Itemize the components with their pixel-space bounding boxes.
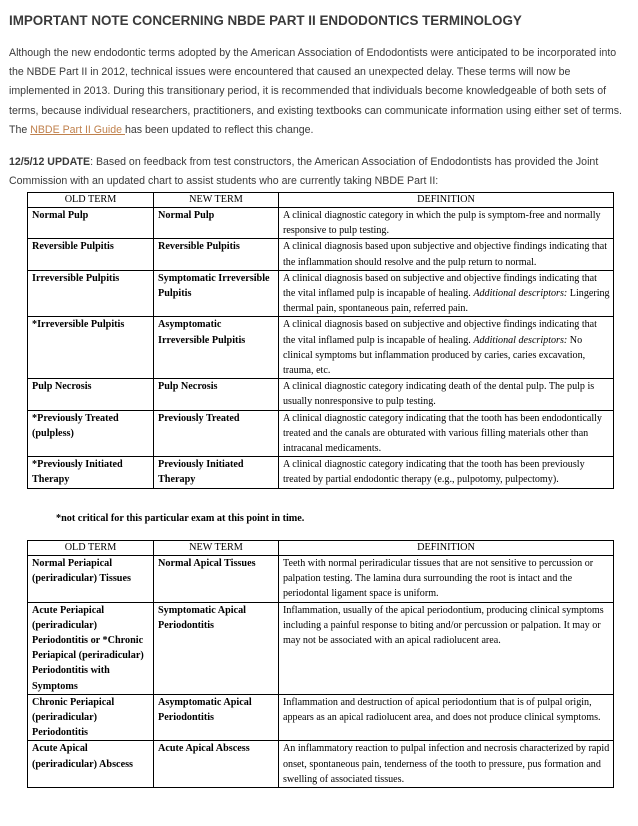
old-term-cell: Chronic Periapical (periradicular) Periodontitis xyxy=(28,694,154,741)
definition-cell xyxy=(279,741,614,788)
old-term-cell: Reversible Pulpitis xyxy=(28,239,154,270)
header-definition: DEFINITION xyxy=(279,541,614,556)
new-term-cell: Symptomatic Irreversible Pulpitis xyxy=(154,270,279,317)
footnote: *not critical for this particular exam at this point in time. xyxy=(56,513,305,524)
definition-cell xyxy=(279,270,614,317)
intro-text: Although the new endodontic terms adopted by the American Association of Endodontists were anticipated to be incorporated into the NBDE Part II in 2012, technical issues were encountered that caused an unexpected delay. These terms will now be implemented in 2013. During this transitionary period, it is recommended that individuals become knowledgeable of both sets of terms, because individual researchers, practitioners, and existing textbooks can communicate information using either set of terms. The xyxy=(9,47,622,136)
table-row xyxy=(28,602,614,694)
intro-text-end: has been updated to reflect this change. xyxy=(125,123,314,136)
new-term-cell: Acute Apical Abscess xyxy=(154,741,279,788)
definition-text: Inflammation, usually of the apical periodontium, producing clinical symptoms including a painful response to biting and/or percussion or palpation. It may or may not be associated with an apical radiolucent area. xyxy=(283,604,604,647)
definition-text: An inflammatory reaction to pulpal infection and necrosis characterized by rapid onset, spontaneous pain, tenderness of the tooth to pressure, pus formation and swelling of associated tissues. xyxy=(283,743,610,785)
page-title: IMPORTANT NOTE CONCERNING NBDE PART II ENDODONTICS TERMINOLOGY xyxy=(9,13,522,28)
definition-cell xyxy=(279,602,614,694)
header-old-term: OLD TERM xyxy=(28,193,154,208)
table-row xyxy=(28,239,614,270)
new-term-cell: Previously Initiated Therapy xyxy=(154,457,279,488)
table-row xyxy=(28,379,614,410)
additional-descriptors-text: Lingering thermal pain, spontaneous pain, referred pain. xyxy=(283,288,610,315)
old-term-cell: Acute Periapical (periradicular) Periodontitis or *Chronic Periapical (periradicular) Periodontitis with Symptoms xyxy=(28,602,154,694)
new-term-cell: Normal Apical Tissues xyxy=(154,556,279,603)
definition-cell xyxy=(279,556,614,603)
additional-descriptors-label: Additional descriptors: xyxy=(473,288,568,300)
new-term-cell: Asymptomatic Irreversible Pulpitis xyxy=(154,317,279,379)
definition-cell xyxy=(279,694,614,741)
update-paragraph xyxy=(9,153,631,191)
table-row xyxy=(28,208,614,239)
old-term-cell: Normal Periapical (periradicular) Tissues xyxy=(28,556,154,603)
old-term-cell: *Previously Initiated Therapy xyxy=(28,457,154,488)
old-term-cell: Normal Pulp xyxy=(28,208,154,239)
old-term-cell: Irreversible Pulpitis xyxy=(28,270,154,317)
additional-descriptors-label: Additional descriptors: xyxy=(473,334,568,346)
update-label: 12/5/12 UPDATE xyxy=(9,156,91,168)
table-row xyxy=(28,556,614,603)
definition-cell xyxy=(279,317,614,379)
new-term-cell: Pulp Necrosis xyxy=(154,379,279,410)
table-row xyxy=(28,270,614,317)
pulp-terms-table xyxy=(27,192,614,489)
header-old-term: OLD TERM xyxy=(28,541,154,556)
new-term-cell: Normal Pulp xyxy=(154,208,279,239)
update-text: : Based on feedback from test constructors, the American Association of Endodontists has provided the Joint Commission with an updated chart to assist students who are currently taking NBDE Part II: xyxy=(9,156,599,187)
definition-text: A clinical diagnosis based upon subjective and objective findings indicating that the inflammation should resolve and the pulp return to normal. xyxy=(283,241,608,268)
new-term-cell: Symptomatic Apical Periodontitis xyxy=(154,602,279,694)
header-definition: DEFINITION xyxy=(279,193,614,208)
definition-cell xyxy=(279,410,614,457)
definition-text: A clinical diagnostic category indicating that the tooth has been previously treated by partial endodontic therapy (e.g., pulpotomy, pulpectomy). xyxy=(283,459,585,486)
header-new-term: NEW TERM xyxy=(154,541,279,556)
table-row xyxy=(28,694,614,741)
definition-text: Inflammation and destruction of apical periodontium that is of pulpal origin, appears as an apical radiolucent area, and does not produce clinical symptoms. xyxy=(283,696,601,724)
definition-text: A clinical diagnostic category indicating that the tooth has been endodontically treated and the canals are obturated with various filling materials other than intracanal medicaments. xyxy=(283,412,602,455)
old-term-cell: *Irreversible Pulpitis xyxy=(28,317,154,379)
definition-cell xyxy=(279,379,614,410)
old-term-cell: *Previously Treated (pulpless) xyxy=(28,410,154,457)
table-row xyxy=(28,457,614,488)
apical-terms-table xyxy=(27,540,614,788)
definition-cell xyxy=(279,457,614,488)
table-row xyxy=(28,410,614,457)
nbde-guide-link[interactable]: NBDE Part II Guide xyxy=(30,123,125,136)
intro-paragraph xyxy=(9,44,631,140)
header-new-term: NEW TERM xyxy=(154,193,279,208)
additional-descriptors-text: No clinical symptoms but inflammation produced by caries, caries excavation, trauma, etc. xyxy=(283,334,586,377)
new-term-cell: Asymptomatic Apical Periodontitis xyxy=(154,694,279,741)
new-term-cell: Previously Treated xyxy=(154,410,279,457)
definition-text: A clinical diagnosis based on subjective and objective findings indicating that the vital inflamed pulp is incapable of healing. xyxy=(283,272,597,300)
definition-cell xyxy=(279,208,614,239)
old-term-cell: Acute Apical (periradicular) Abscess xyxy=(28,741,154,788)
definition-cell xyxy=(279,239,614,270)
old-term-cell: Pulp Necrosis xyxy=(28,379,154,410)
table-header-row xyxy=(28,193,614,208)
table-row xyxy=(28,741,614,788)
new-term-cell: Reversible Pulpitis xyxy=(154,239,279,270)
definition-text: A clinical diagnosis based on subjective and objective findings indicating that the vital inflamed pulp is incapable of healing. xyxy=(283,319,597,346)
definition-text: A clinical diagnostic category indicating death of the dental pulp. The pulp is usually nonresponsive to pulp testing. xyxy=(283,381,595,408)
table-header-row xyxy=(28,541,614,556)
definition-text: A clinical diagnostic category in which the pulp is symptom-free and normally responsive to pulp testing. xyxy=(283,210,601,237)
definition-text: Teeth with normal periradicular tissues that are not sensitive to percussion or palpation testing. The lamina dura surrounding the root is intact and the periodontal ligament space is uniform. xyxy=(283,558,594,600)
table-row xyxy=(28,317,614,379)
